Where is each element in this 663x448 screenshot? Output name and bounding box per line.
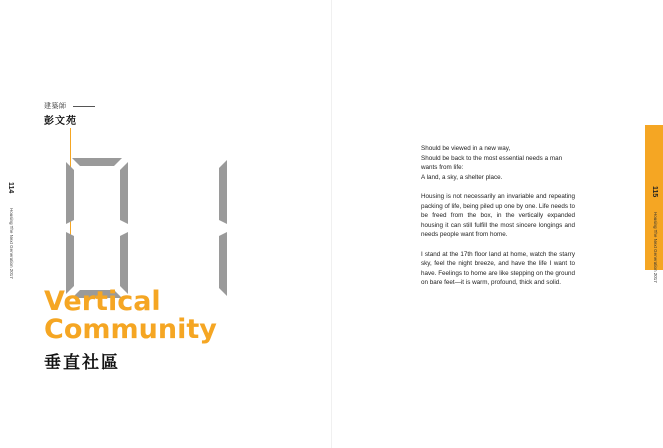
title-english [44, 288, 217, 344]
right-page-number: 115 [651, 186, 658, 198]
paragraph-1-line-1: Should be viewed in a new way, [421, 145, 511, 152]
page-gutter [331, 0, 332, 448]
segment-digits-graphic [62, 158, 252, 300]
left-folio [4, 182, 16, 292]
paragraph-1 [421, 144, 575, 182]
left-page-number: 114 [7, 182, 14, 194]
title-line-1: Vertical [44, 286, 161, 317]
segment-0-top [72, 158, 122, 166]
author-role: 建築師 [44, 103, 67, 110]
paragraph-1-line-3: A land, a sky, a shelter place. [421, 173, 503, 181]
segment-1-upper-right [219, 160, 227, 224]
body-text [421, 144, 575, 298]
paragraph-2: Housing is not necessarily an invariable and repeating packing of life, being piled up one by one. Life needs to be freed from the box, in the vertically expanded housing it can still fulfill the most sincere longings and needs people want from home. [421, 192, 575, 239]
segment-1-lower-right [219, 232, 227, 296]
author-name: 彭文苑 [44, 116, 77, 127]
segment-0-upper-left [66, 162, 74, 224]
paragraph-3: I stand at the 17th floor land at home, watch the starry sky, feel the night breeze, and have the life I want to have. Feelings to home are like stepping on the ground on bare feet—it is warm, profound, thick and solid. [421, 250, 575, 287]
left-running-title: Housing The Next Generation 2017 [9, 208, 14, 279]
paragraph-1-line-2: Should be back to the most essential needs a man wants from life: [421, 154, 563, 172]
role-divider [73, 106, 95, 107]
right-running-title: Housing The Next Generation 2017 [653, 212, 658, 283]
segment-0-lower-left [66, 232, 74, 294]
title-chinese: 垂直社區 [44, 353, 120, 372]
right-folio [648, 186, 660, 296]
title-line-2: Community [44, 314, 217, 345]
segment-0-upper-right [120, 162, 128, 224]
seven-segment-01 [62, 158, 252, 300]
segment-0-lower-right [120, 232, 128, 294]
